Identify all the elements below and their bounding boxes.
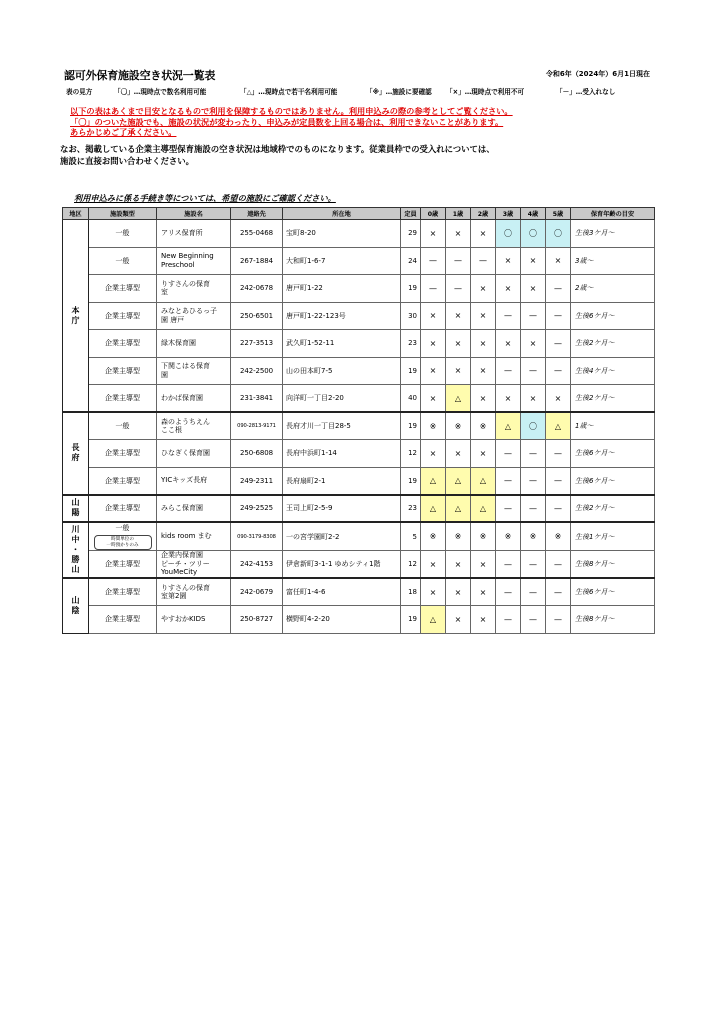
facility-type (89, 495, 157, 523)
availability-mark: × (421, 220, 446, 248)
availability-mark: — (496, 440, 521, 468)
age-guideline: 生後2ケ月～ (571, 385, 655, 413)
area-cell: 山 陽 (63, 495, 89, 523)
availability-mark: × (446, 330, 471, 358)
age-guideline: 1歳～ (571, 412, 655, 440)
contact-phone: 090-2813-9171 (231, 412, 283, 440)
availability-mark: 〇 (521, 412, 546, 440)
availability-mark: × (496, 330, 521, 358)
availability-mark: — (546, 357, 571, 385)
facility-type (89, 467, 157, 495)
facility-name: 森のようちえん ここ根 (157, 412, 231, 440)
availability-mark: — (546, 330, 571, 358)
facility-type (89, 302, 157, 330)
availability-mark: — (496, 578, 521, 606)
table-row (63, 578, 655, 606)
legend-dash: 「－」…受入れなし (556, 88, 616, 96)
facility-type (89, 606, 157, 634)
capacity: 19 (401, 467, 421, 495)
facility-type-label: 企業主導型 (105, 449, 140, 458)
address: 大和町1-6-7 (283, 247, 401, 275)
facility-name: わかば保育園 (157, 385, 231, 413)
contact-phone: 227-3513 (231, 330, 283, 358)
facility-type (89, 551, 157, 579)
table-row (63, 606, 655, 634)
facility-type (89, 220, 157, 248)
availability-mark: × (446, 606, 471, 634)
availability-mark: × (496, 247, 521, 275)
table-row (63, 551, 655, 579)
availability-mark: — (496, 495, 521, 523)
capacity: 23 (401, 330, 421, 358)
table-row (63, 330, 655, 358)
facility-name: みなとあひるっ子 園 唐戸 (157, 302, 231, 330)
availability-mark: × (521, 275, 546, 303)
facility-type-label: 企業主導型 (105, 476, 140, 485)
address: 向洋町一丁目2-20 (283, 385, 401, 413)
availability-mark: — (421, 247, 446, 275)
facility-type (89, 357, 157, 385)
column-header: 保育年齢の目安 (571, 208, 655, 220)
availability-mark: — (496, 551, 521, 579)
availability-mark: — (521, 467, 546, 495)
availability-mark: × (421, 551, 446, 579)
facility-name: ひなぎく保育園 (157, 440, 231, 468)
availability-mark: × (421, 578, 446, 606)
table-row (63, 385, 655, 413)
header-row (63, 208, 655, 220)
availability-mark: × (471, 275, 496, 303)
availability-mark: — (521, 606, 546, 634)
contact-phone: 242-0678 (231, 275, 283, 303)
age-guideline: 生後1ケ月～ (571, 522, 655, 551)
availability-mark: × (471, 302, 496, 330)
availability-mark: — (546, 275, 571, 303)
table-row (63, 412, 655, 440)
facility-type (89, 440, 157, 468)
availability-mark: — (546, 467, 571, 495)
availability-mark: — (521, 357, 546, 385)
availability-mark: × (496, 275, 521, 303)
address: 宝町8-20 (283, 220, 401, 248)
availability-mark: — (521, 495, 546, 523)
legend (66, 86, 666, 96)
availability-mark: △ (496, 412, 521, 440)
availability-mark: × (546, 247, 571, 275)
age-guideline: 生後6ケ月～ (571, 578, 655, 606)
notice-line: 以下の表はあくまで目安となるもので利用を保障するものではありません。利用申込みの際の参考としてご覧ください。 (70, 106, 513, 116)
facility-type-label: 企業主導型 (105, 284, 140, 293)
facility-name: やすおかKIDS (157, 606, 231, 634)
info-line: 施設に直接お問い合わせください。 (60, 155, 194, 166)
facility-type-label: 企業主導型 (105, 366, 140, 375)
facility-type (89, 385, 157, 413)
facility-type (89, 412, 157, 440)
capacity: 40 (401, 385, 421, 413)
availability-mark: × (521, 247, 546, 275)
facility-name: YICキッズ長府 (157, 467, 231, 495)
availability-mark: — (421, 275, 446, 303)
address: 山の田本町7-5 (283, 357, 401, 385)
contact-phone: 255-0468 (231, 220, 283, 248)
availability-mark: × (446, 578, 471, 606)
contact-phone: 250-8727 (231, 606, 283, 634)
availability-mark: × (471, 440, 496, 468)
address: 長府中浜町1-14 (283, 440, 401, 468)
facility-type-note: 時間単位の 一時預かりのみ (94, 535, 152, 550)
contact-phone: 242-0679 (231, 578, 283, 606)
availability-mark: △ (421, 606, 446, 634)
availability-mark: — (446, 247, 471, 275)
capacity: 29 (401, 220, 421, 248)
availability-mark: △ (471, 467, 496, 495)
column-header: 1歳 (446, 208, 471, 220)
table-row (63, 302, 655, 330)
availability-mark: × (446, 551, 471, 579)
capacity: 30 (401, 302, 421, 330)
availability-mark: × (446, 302, 471, 330)
availability-mark: 〇 (546, 220, 571, 248)
availability-mark: — (496, 357, 521, 385)
page-title: 認可外保育施設空き状況一覧表 (64, 69, 216, 82)
legend-circle: 「〇」…現時点で数名利用可能 (114, 88, 207, 96)
availability-mark: — (546, 606, 571, 634)
availability-mark: — (521, 302, 546, 330)
facility-type-label: 企業主導型 (105, 394, 140, 402)
facility-name: りすさんの保育 室第2園 (157, 578, 231, 606)
availability-mark: ※ (521, 522, 546, 551)
availability-mark: × (421, 385, 446, 413)
availability-mark: △ (471, 495, 496, 523)
availability-mark: × (496, 385, 521, 413)
facility-type-label: 企業主導型 (105, 615, 140, 624)
capacity: 23 (401, 495, 421, 523)
address: 一の宮学園町2-2 (283, 522, 401, 551)
table-row (63, 357, 655, 385)
availability-mark: — (446, 275, 471, 303)
column-header: 連絡先 (231, 208, 283, 220)
contact-phone: 242-4153 (231, 551, 283, 579)
capacity: 5 (401, 522, 421, 551)
address: 武久町1-52-11 (283, 330, 401, 358)
contact-phone: 242-2500 (231, 357, 283, 385)
column-header: 5歳 (546, 208, 571, 220)
info-line: なお、掲載している企業主導型保育施設の空き状況は地域枠でのものになります。従業員枠での受入れについては、 (60, 144, 495, 154)
age-guideline: 生後6ケ月～ (571, 467, 655, 495)
capacity: 19 (401, 606, 421, 634)
availability-mark: — (546, 440, 571, 468)
facility-name: りすさんの保育 室 (157, 275, 231, 303)
age-guideline: 3歳～ (571, 247, 655, 275)
column-header: 所在地 (283, 208, 401, 220)
age-guideline: 生後4ケ月～ (571, 357, 655, 385)
availability-mark: × (471, 357, 496, 385)
age-guideline: 生後6ケ月～ (571, 440, 655, 468)
availability-mark: — (521, 578, 546, 606)
availability-mark: ※ (471, 412, 496, 440)
table-row (63, 495, 655, 523)
capacity: 24 (401, 247, 421, 275)
availability-mark: △ (446, 467, 471, 495)
availability-mark: △ (446, 385, 471, 413)
capacity: 18 (401, 578, 421, 606)
facility-type-label: 企業主導型 (105, 311, 140, 320)
column-header: 施設名 (157, 208, 231, 220)
availability-mark: — (471, 247, 496, 275)
facility-type-label: 企業主導型 (105, 560, 140, 568)
availability-mark: × (471, 385, 496, 413)
address: 富任町1-4-6 (283, 578, 401, 606)
availability-mark: × (421, 302, 446, 330)
facility-type (89, 330, 157, 358)
column-header: 0歳 (421, 208, 446, 220)
availability-mark: ※ (546, 522, 571, 551)
table-row (63, 247, 655, 275)
vacancy-table (62, 207, 655, 634)
facility-type-label: 企業主導型 (105, 339, 140, 348)
table-row (63, 440, 655, 468)
availability-mark: — (546, 495, 571, 523)
availability-mark: 〇 (496, 220, 521, 248)
facility-type-label: 企業主導型 (105, 588, 140, 596)
facility-type (89, 578, 157, 606)
age-guideline: 生後6ケ月～ (571, 302, 655, 330)
column-header: 定員 (401, 208, 421, 220)
availability-mark: × (471, 606, 496, 634)
capacity: 19 (401, 275, 421, 303)
availability-mark: ※ (421, 522, 446, 551)
subnote: 利用申込みに係る手続き等については、希望の施設にご確認ください。 (74, 193, 336, 203)
availability-mark: — (496, 467, 521, 495)
age-guideline: 生後8ケ月～ (571, 606, 655, 634)
availability-mark: △ (421, 495, 446, 523)
notice (70, 106, 630, 138)
capacity: 19 (401, 357, 421, 385)
facility-name: 企業内保育園 ピーチ・ツリー YouMeCity (157, 551, 231, 579)
notice-line: あらかじめご了承ください。 (70, 127, 177, 137)
availability-mark: × (471, 220, 496, 248)
address: 長府扇町2-1 (283, 467, 401, 495)
contact-phone: 249-2311 (231, 467, 283, 495)
availability-mark: ※ (446, 412, 471, 440)
availability-mark: × (521, 385, 546, 413)
availability-mark: 〇 (521, 220, 546, 248)
availability-mark: × (446, 220, 471, 248)
availability-mark: × (446, 357, 471, 385)
column-header: 2歳 (471, 208, 496, 220)
table-row (63, 220, 655, 248)
facility-type (89, 275, 157, 303)
facility-type-label: 一般 (115, 229, 130, 238)
legend-label: 表の見方 (66, 88, 93, 96)
column-header: 4歳 (521, 208, 546, 220)
capacity: 12 (401, 440, 421, 468)
age-guideline: 生後3ケ月～ (571, 220, 655, 248)
facility-type-label: 企業主導型 (105, 504, 140, 513)
availability-mark: × (521, 330, 546, 358)
availability-mark: △ (421, 467, 446, 495)
availability-mark: — (496, 302, 521, 330)
contact-phone: 250-6808 (231, 440, 283, 468)
contact-phone: 231-3841 (231, 385, 283, 413)
availability-mark: × (421, 440, 446, 468)
availability-mark: — (521, 551, 546, 579)
area-cell: 山 陰 (63, 578, 89, 633)
availability-mark: — (546, 578, 571, 606)
info-text (60, 144, 640, 167)
age-guideline: 2歳～ (571, 275, 655, 303)
address: 伊倉新町3-1-1 ゆめシティ1階 (283, 551, 401, 579)
area-cell: 長 府 (63, 412, 89, 495)
facility-name: みらこ保育園 (157, 495, 231, 523)
contact-phone: 249-2525 (231, 495, 283, 523)
availability-mark: ※ (446, 522, 471, 551)
age-guideline: 生後8ケ月～ (571, 551, 655, 579)
availability-mark: — (496, 606, 521, 634)
address: 長府才川一丁目28-5 (283, 412, 401, 440)
column-header: 3歳 (496, 208, 521, 220)
capacity: 12 (401, 551, 421, 579)
availability-mark: ※ (421, 412, 446, 440)
availability-mark: × (446, 440, 471, 468)
availability-mark: × (546, 385, 571, 413)
legend-asterisk: 「※」…施設に要確認 (366, 88, 432, 96)
column-header: 地区 (63, 208, 89, 220)
availability-mark: × (421, 357, 446, 385)
column-header: 施設類型 (89, 208, 157, 220)
availability-mark: × (471, 551, 496, 579)
facility-type-label: 一般 (115, 524, 130, 532)
availability-mark: — (521, 440, 546, 468)
availability-mark: × (421, 330, 446, 358)
area-cell: 本 庁 (63, 220, 89, 413)
address: 横野町4-2-20 (283, 606, 401, 634)
availability-mark: × (471, 330, 496, 358)
availability-mark: △ (546, 412, 571, 440)
facility-name: アリス保育所 (157, 220, 231, 248)
facility-name: kids room まむ (157, 522, 231, 551)
availability-mark: ※ (496, 522, 521, 551)
area-cell: 川 中 ・ 勝 山 (63, 522, 89, 578)
age-guideline: 生後2ケ月～ (571, 495, 655, 523)
address: 唐戸町1-22 (283, 275, 401, 303)
facility-type-label: 一般 (115, 422, 130, 430)
table-row (63, 275, 655, 303)
contact-phone: 267-1884 (231, 247, 283, 275)
availability-mark: ※ (471, 522, 496, 551)
address: 王司上町2-5-9 (283, 495, 401, 523)
capacity: 19 (401, 412, 421, 440)
facility-name: New Beginning Preschool (157, 247, 231, 275)
facility-type-label: 一般 (115, 256, 130, 265)
facility-name: 下関こはる保育 園 (157, 357, 231, 385)
availability-mark: × (471, 578, 496, 606)
as-of-date: 令和6年（2024年）6月1日現在 (545, 70, 650, 78)
table-row (63, 522, 655, 551)
facility-type (89, 522, 157, 551)
table-row (63, 467, 655, 495)
notice-line: 「〇」のついた施設でも、施設の状況が変わったり、申込みが定員数を上回る場合は、利用できないことがあります。 (70, 116, 504, 127)
age-guideline: 生後2ケ月～ (571, 330, 655, 358)
availability-mark: — (546, 551, 571, 579)
contact-phone: 090-3179-8308 (231, 522, 283, 551)
contact-phone: 250-6501 (231, 302, 283, 330)
availability-mark: △ (446, 495, 471, 523)
legend-triangle: 「△」…現時点で若干名利用可能 (240, 88, 338, 96)
legend-cross: 「×」…現時点で利用不可 (446, 88, 525, 96)
address: 唐戸町1-22-123号 (283, 302, 401, 330)
facility-name: 緑木保育園 (157, 330, 231, 358)
availability-mark: — (546, 302, 571, 330)
facility-type (89, 247, 157, 275)
